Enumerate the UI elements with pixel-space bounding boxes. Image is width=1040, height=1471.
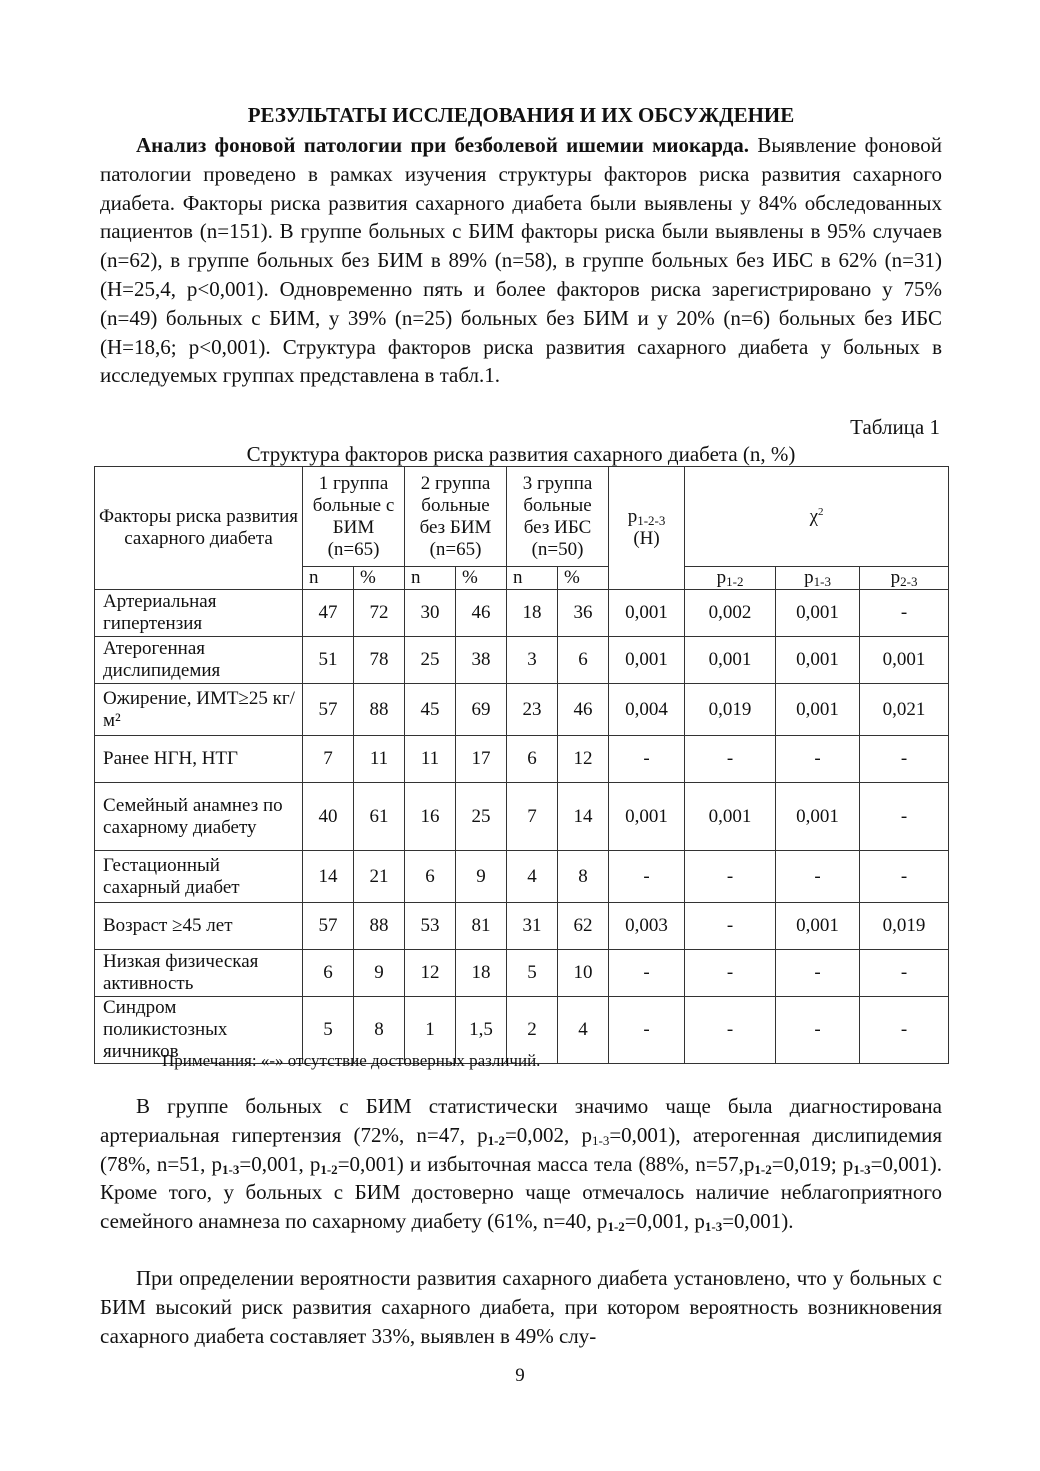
cell-g1-pct: 88 [354, 684, 405, 736]
cell-g3-pct: 46 [558, 684, 609, 736]
cell-p13: 0,001 [776, 903, 860, 950]
cell-g2-pct: 81 [456, 903, 507, 950]
cell-p12: - [685, 903, 776, 950]
cell-p13: - [776, 736, 860, 783]
subheader-pct: % [456, 567, 507, 590]
cell-g1-n: 40 [303, 783, 354, 851]
text-run: =0,001). Кроме того, у больных с БИМ достоверно чаще отмечалось наличие неблагоприятного семейного анамнеза по сахарному диабету (61%, n=40, p [100, 1151, 942, 1234]
cell-g1-pct: 11 [354, 736, 405, 783]
subheader-p12 [685, 567, 776, 590]
cell-p12: - [685, 851, 776, 903]
subscript: 1-2 [754, 1161, 772, 1177]
cell-p13: - [776, 851, 860, 903]
cell-p23: - [860, 950, 949, 997]
table-row [95, 637, 949, 684]
subscript: 1-3 [591, 1132, 610, 1148]
cell-factor: Низкая физическая активность [95, 950, 303, 997]
table-row [95, 950, 949, 997]
cell-p123: 0,003 [609, 903, 685, 950]
cell-factor: Атерогенная дислипидемия [95, 637, 303, 684]
cell-p123: - [609, 997, 685, 1064]
cell-g2-pct: 46 [456, 590, 507, 637]
cell-g1-n: 51 [303, 637, 354, 684]
subscript: 1-2 [320, 1161, 338, 1177]
cell-g3-n: 23 [507, 684, 558, 736]
cell-p123: - [609, 950, 685, 997]
cell-g1-pct: 72 [354, 590, 405, 637]
cell-g3-n: 7 [507, 783, 558, 851]
cell-g1-pct: 61 [354, 783, 405, 851]
subscript: 1-2 [487, 1132, 505, 1148]
p123-letter: p [627, 506, 638, 527]
cell-g2-n: 53 [405, 903, 456, 950]
cell-g2-n: 1 [405, 997, 456, 1064]
header-factor: Факторы риска развития сахарного диабета [95, 467, 303, 590]
cell-p12: 0,001 [685, 637, 776, 684]
cell-p23: 0,021 [860, 684, 949, 736]
table-row [95, 590, 949, 637]
cell-g2-pct: 25 [456, 783, 507, 851]
table-row [95, 684, 949, 736]
subheader-p13 [776, 567, 860, 590]
chi-sup: 2 [818, 505, 824, 518]
cell-p123: 0,001 [609, 783, 685, 851]
cell-g3-n: 3 [507, 637, 558, 684]
cell-g2-n: 16 [405, 783, 456, 851]
paragraph-intro-text: Выявление фоновой патологии проведено в рамках изучения структуры факторов риска развития сахарного диабета. Факторы риска развития сахарного диабета были выявлены у 84% обследованных пациентов (n=151). В группе больных с БИМ факторы риска были выявлены в 95% случаев (n=62), в группе больных без БИМ в 89% (n=58), в группе больных без ИБС в 62% (n=31) (H=25,4, p<0,001). Одновременно пять и более факторов риска зарегистрировано у 75% (n=49) больных с БИМ, у 39% (n=25) больных без БИМ и у 20% (n=6) больных без ИБС (H=18,6; p<0,001). Структура факторов риска развития сахарного диабета у больных в исследуемых группах представлена в табл.1. [100, 133, 942, 388]
cell-p13: 0,001 [776, 684, 860, 736]
cell-p23: - [860, 997, 949, 1064]
cell-g1-pct: 9 [354, 950, 405, 997]
subheader-n: n [303, 567, 354, 590]
table-row [95, 736, 949, 783]
cell-g3-n: 4 [507, 851, 558, 903]
cell-p123: 0,001 [609, 637, 685, 684]
header-p123 [609, 467, 685, 590]
chi-symbol: χ [809, 505, 818, 527]
cell-g2-n: 6 [405, 851, 456, 903]
table-row [95, 783, 949, 851]
cell-g3-pct: 62 [558, 903, 609, 950]
cell-g1-n: 7 [303, 736, 354, 783]
header-group-2: 2 группа больные без БИМ (n=65) [405, 467, 507, 567]
subheader-p23 [860, 567, 949, 590]
cell-p13: 0,001 [776, 637, 860, 684]
cell-g3-n: 18 [507, 590, 558, 637]
cell-g1-n: 6 [303, 950, 354, 997]
table-caption: Структура факторов риска развития сахарного диабета (n, %) [246, 442, 796, 466]
p23-letter: p [890, 567, 901, 588]
subscript: 1-3 [853, 1161, 871, 1177]
header-chi-square [685, 467, 949, 567]
cell-g3-pct: 14 [558, 783, 609, 851]
table-label: Таблица 1 [850, 415, 940, 439]
cell-g1-n: 5 [303, 997, 354, 1064]
cell-p13: - [776, 997, 860, 1064]
cell-factor: Гестационный сахарный диабет [95, 851, 303, 903]
cell-p12: - [685, 736, 776, 783]
text-run: =0,001, p [239, 1151, 321, 1176]
paragraph-results [100, 1092, 942, 1236]
cell-g3-n: 2 [507, 997, 558, 1064]
cell-g3-pct: 10 [558, 950, 609, 997]
cell-g1-pct: 21 [354, 851, 405, 903]
table-row [95, 851, 949, 903]
cell-p123: - [609, 851, 685, 903]
cell-factor: Синдром поликистозных яичников [95, 997, 303, 1064]
subheader-n: n [405, 567, 456, 590]
subheader-pct: % [354, 567, 405, 590]
cell-g1-pct: 8 [354, 997, 405, 1064]
cell-p123: 0,001 [609, 590, 685, 637]
header-group-1: 1 группа больные с БИМ (n=65) [303, 467, 405, 567]
cell-g3-pct: 8 [558, 851, 609, 903]
subheader-n: n [507, 567, 558, 590]
section-heading: РЕЗУЛЬТАТЫ ИССЛЕДОВАНИЯ И ИХ ОБСУЖДЕНИЕ [247, 103, 795, 127]
cell-p123: - [609, 736, 685, 783]
risk-factors-table [94, 466, 949, 1064]
cell-g1-n: 47 [303, 590, 354, 637]
cell-p13: 0,001 [776, 783, 860, 851]
cell-g2-n: 45 [405, 684, 456, 736]
cell-g2-n: 11 [405, 736, 456, 783]
cell-p23: - [860, 851, 949, 903]
cell-p23: - [860, 783, 949, 851]
cell-p12: 0,019 [685, 684, 776, 736]
p123-sub: 1-2-3 [637, 513, 666, 528]
p13-letter: p [804, 567, 814, 588]
p13-sub: 1-3 [813, 574, 831, 589]
subscript: 1-2 [607, 1219, 625, 1235]
text-run: В группе больных с БИМ статистически значимо чаще была диагностирована артериальная гипертензия (72%, n=47, p [100, 1094, 942, 1147]
cell-g2-pct: 38 [456, 637, 507, 684]
text-run: =0,019; p [771, 1151, 854, 1176]
text-run: =0,002, p [504, 1122, 592, 1147]
text-run: =0,001), атерогенная дислипидемия (78%, n=51, p [100, 1122, 943, 1176]
cell-factor: Возраст ≥45 лет [95, 903, 303, 950]
cell-p23: - [860, 590, 949, 637]
cell-g2-pct: 69 [456, 684, 507, 736]
table-row [95, 903, 949, 950]
paragraph-probability: При определении вероятности развития сахарного диабета установлено, что у больных с БИМ высокий риск развития сахарного диабета, при котором вероятность возникновения сахарного диабета составляет 33%, выявлен в 49% слу- [100, 1266, 942, 1348]
subscript: 1-3 [704, 1219, 723, 1235]
cell-factor: Ожирение, ИМТ≥25 кг/м² [95, 684, 303, 736]
cell-factor: Ранее НГН, НТГ [95, 736, 303, 783]
paragraph-lead-bold: Анализ фоновой патологии при безболевой ишемии миокарда. [136, 133, 750, 157]
cell-p23: - [860, 736, 949, 783]
text-run: =0,001). [722, 1209, 794, 1234]
cell-g3-pct: 6 [558, 637, 609, 684]
table-note: Примечания: «-» отсутствие достоверных различий. [162, 1051, 541, 1070]
text-run: =0,001, p [624, 1209, 705, 1234]
cell-g2-n: 25 [405, 637, 456, 684]
p123-h: (H) [633, 528, 660, 549]
cell-g3-n: 6 [507, 736, 558, 783]
text-run: =0,001) и избыточная масса тела (88%, n=57,p [337, 1151, 755, 1176]
cell-p12: - [685, 997, 776, 1064]
cell-g2-n: 12 [405, 950, 456, 997]
cell-p13: - [776, 950, 860, 997]
header-group-3: 3 группа больные без ИБС (n=50) [507, 467, 609, 567]
cell-p12: 0,001 [685, 783, 776, 851]
cell-g3-n: 31 [507, 903, 558, 950]
p12-letter: p [716, 567, 727, 588]
cell-g1-pct: 78 [354, 637, 405, 684]
cell-p123: 0,004 [609, 684, 685, 736]
cell-g3-pct: 4 [558, 997, 609, 1064]
p23-sub: 2-3 [900, 574, 918, 589]
paragraph-intro [100, 131, 942, 390]
cell-g2-pct: 18 [456, 950, 507, 997]
cell-g2-n: 30 [405, 590, 456, 637]
cell-g3-n: 5 [507, 950, 558, 997]
table-body [95, 590, 949, 1064]
cell-g1-n: 57 [303, 903, 354, 950]
cell-g2-pct: 9 [456, 851, 507, 903]
cell-g2-pct: 17 [456, 736, 507, 783]
subheader-pct: % [558, 567, 609, 590]
cell-factor: Семейный анамнез по сахарному диабету [95, 783, 303, 851]
cell-g1-pct: 88 [354, 903, 405, 950]
cell-g2-pct: 1,5 [456, 997, 507, 1064]
cell-factor: Артериальная гипертензия [95, 590, 303, 637]
subscript: 1-3 [222, 1161, 240, 1177]
cell-g1-n: 14 [303, 851, 354, 903]
cell-g3-pct: 12 [558, 736, 609, 783]
cell-g1-n: 57 [303, 684, 354, 736]
cell-p23: 0,019 [860, 903, 949, 950]
p12-sub: 1-2 [726, 574, 744, 589]
cell-p12: 0,002 [685, 590, 776, 637]
cell-p12: - [685, 950, 776, 997]
page-number: 9 [515, 1365, 525, 1386]
cell-p23: 0,001 [860, 637, 949, 684]
cell-p13: 0,001 [776, 590, 860, 637]
cell-g3-pct: 36 [558, 590, 609, 637]
